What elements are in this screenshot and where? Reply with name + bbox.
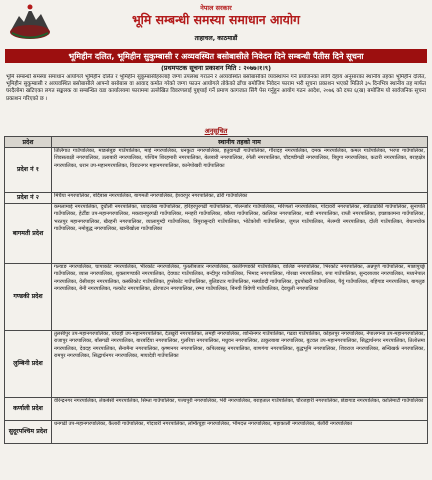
province-name: बागमती प्रदेश [5, 204, 52, 264]
table-row [5, 264, 428, 331]
appendix-title: अनुसूचित [204, 127, 228, 135]
commission-title: भूमि सम्बन्धी समस्या समाधान आयोग [131, 12, 301, 27]
column-header-province: प्रदेश [5, 137, 52, 148]
office-address: ताहाचल, काठमाडौं [194, 35, 238, 42]
notice-body: भूमि सम्बन्धी समस्या समाधान आयोगले भूमिहीन दलित र भूमिहीन सुकुम्बासीहरुलाई जग्गा उपलब्ध गराउने र अव्यवस्थित बसोबासीको व्यवस्थापन गर्ने प्रयोजनका लागि देहाय अनुसारका स्थानीय तहका भूमिहीन दलित, भूमिहीन सुकुम्बासी र अव्यवस्थित बसोबासीले आफ्नो बसोबास वा आवाद कमोत गरेको जग्गा फाउन आयोगले तोकेको ढाँचा बमोजिम निवेदन फाराम भरी सूचना प्रकाशन भएको मितिले ३५ दिनभित्र स्थानीय तह मार्फत घरदैलोमा खटिएका लगत सङ्कलक वा सम्बन्धित वडा कार्यालयमा फाराममा उल्लेखित विवरणलाई पुष्ट्याई गर्ने प्रमाण कागजात सिंगै पेस गर्नुहुन आयोग गठन आदेश, २०७६ को दफा ६(ख) बमोजिम यो सार्वजनिक सूचना प्रकाशन गरिएको छ । [6, 74, 426, 102]
province-name: लुम्बिनी प्रदेश [5, 331, 52, 398]
table-row [5, 148, 428, 193]
local-units-list: मिर्चैया नगरपालिका, बर्दिबास नगरपालिका, बागमती नगरपालिका, ईश्वरपुर नगरपालिका, ढोरी गाउँपालिका [54, 193, 248, 199]
table-row [5, 398, 428, 421]
province-name: गण्डकी प्रदेश [5, 264, 52, 331]
table-row [5, 204, 428, 264]
table-header-row [5, 137, 428, 148]
local-units-list: तुलसीपुर उप-महानगरपालिका, घोराही उप-महानगरपालिका, देउखुरी नगरपालिका, लमही नगरपालिका, शान्तिनगर गाउँपालिका, गढवा गाउँपालिका, कोहलपुर नगरपालिका, नेपालगन्ज उप-महानगरपालिका, राजापुर नगरपालिका, बाँसगढी नगरपालिका, बारबर्दिया नगरपालिका, गुलरिया नगरपालिका, मधुवन नगरपालिका, ठाकुरबाबा नगरपालिका, बुटवल उप-महानगरपालिका, सिद्धार्थनगर नगरपालिका, तिलोत्तमा नगरपालिका, देवदह नगरपालिका, सैनामैना नगरपालिका, कृष्णनगर नगरपालिका, कपिलवस्तु नगरपालिका, बाणगंगा नगरपालिका, बुद्धभूमि नगरपालिका, शिवराज नगरपालिका, सन्धिखर्क नगरपालिका, रामपुर नगरपालिका, सिद्धार्थनगर नगरपालिका, मायादेवी गाउँपालिका [54, 331, 425, 360]
local-units-list: वीरेन्द्रनगर नगरपालिका, लेकबेसी नगरपालिका, सिम्ता गाउँपालिका, पञ्चपुरी नगरपालिका, भेरी नगरपालिका, बराहताल गाउँपालिका, चौरजहारी नगरपालिका, छेडागाड नगरपालिका, कालिमाटी गाउँपालिका [54, 398, 424, 404]
local-units-list: गल्याङ नगरपालिका, चापाकोट नगरपालिका, भीरकोट नगरपालिका, पुतलीबजार नगरपालिका, कालीगण्डकी गाउँपालिका, वालिङ नगरपालिका, भिरकोट नगरपालिका, अन्नपूर्ण गाउँपालिका, माछापुच्छ्रे गाउँपालिका, व्यास नगरपालिका, शुक्लागण्डकी नगरपालिका, देवघाट गाउँपालिका, बन्दीपुर गाउँपालिका, भिमाद नगरपालिका, गोरखा नगरपालिका, रुपा गाउँपालिका, सुन्दरबजार नगरपालिका, मध्यनेपाल नगरपालिका, वेसीशहर नगरपालिका, कस्कीकोट गाउँपालिका, हुप्सेकोट गाउँपालिका, बुलिङटार गाउँपालिका, मर्स्याङदी गाउँपालिका, दुधपोखरी गाउँपालिका, पैयुं गाउँपालिका, बहिगाड नगरपालिका, बागलुङ नगरपालिका, बेनी नगरपालिका, गल्कोट नगरपालिका, ढोरपाटन नगरपालिका, रम्भा गाउँपालिका, बिनयी त्रिवेणी गाउँपालिका, देवचुली नगरपालिका [54, 264, 425, 293]
table-row [5, 331, 428, 398]
province-name: प्रदेश नं २ [5, 193, 52, 204]
local-units-list: धनगढी उप-महानगरपालिका, कैलारी गाउँपालिका, गोदावरी नगरपालिका, लम्किचुहा नगरपालिका, भीमदत्त नगरपालिका, महाकाली नगरपालिका, बेलौरी नगरपालिका [54, 421, 353, 427]
government-label: नेपाल सरकार [200, 4, 232, 12]
notice-banner: भूमिहीन दलित, भूमिहीन सुकुम्बासी र अव्यवस्थित बसोबासीले निवेदन दिने सम्बन्धी पैंतीस दिने सूचना [5, 49, 427, 63]
publication-date: (प्रथमपटक सूचना प्रकाशन मिति : २०७७।१।९) [160, 64, 272, 72]
local-units-table [4, 136, 428, 444]
province-name: प्रदेश नं १ [5, 148, 52, 193]
local-units-list: कमलामाई नगरपालिका, दुधौली नगरपालिका, ध्यादलेख गाउँपालिका, हरिहरपुरगढी गाउँपालिका, गोलन्जोर गाउँपालिका, मरिणलो नगरपालिका, गोदावरी नगरपालिका, स्वाँठाढोर्की गाउँपालिका, सुनापति गाउँपालिका, हेटौँडा उप-महानगरपालिका, मकवानपुरगढी गाउँपालिका, मनहरी गाउँपालिका, बकैया गाउँपालिका, कालिका नगरपालिका, माडी नगरपालिका, राप्ती नगरपालिका, इच्छाकामना गाउँपालिका, भरतपुर महानगरपालिका, खैरहनी नगरपालिका, व्यालागुम्दी गाउँपालिका, त्रिपुरासुन्दरी गाउँपालिका, भोटेकोशी गाउँपालिका, जुगल गाउँपालिका, मेलम्ची नगरपालिका, दोली गाउँपालिका, बेथानचोक गाउँपालिका, नमोबुद्ध नगरपालिका, खानीखोला गाउँपालिका [54, 204, 425, 233]
province-name: सुदूरपश्चिम प्रदेश [5, 421, 52, 444]
notice-header [4, 0, 428, 49]
table-row [5, 193, 428, 204]
table-row [5, 421, 428, 444]
column-header-local-units: स्थानीय तहको नाम [52, 137, 428, 148]
province-name: कर्णाली प्रदेश [5, 398, 52, 421]
local-units-list: तिलिंगाउ गाउँपालिका, माङसेबुङ गाउँपालिका, माई नगरपालिका, धनकुटा नगरपालिका, हतुवागढी गाउँपालिका, गौरादह नगरपालिका, दमक नगरपालिका, कमल गाउँपालिका, भरपा गाउँपालिका, शिवसताक्षी नगरपालिका, उलाबारी नगरपालिका, पश्चिम शिरहमारी नगरपालिका, बेलबारी नगरपालिका, रंगेली नगरपालिका, चौदण्डीगढी नगरपालिका, त्रियुगा नगरपालिका, कटारी नगरपालिका, बराहक्षेत्र नगरपालिका, धरान उप-महानगरपालिका, विराटनगर महानगरपालिका, कानेपोखरी गाउँपालिका [54, 148, 425, 169]
